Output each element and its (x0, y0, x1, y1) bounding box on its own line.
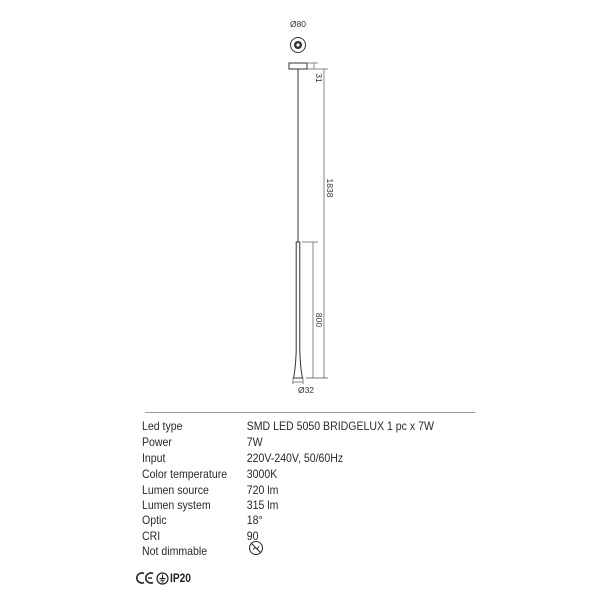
spec-value: 18° (246, 513, 263, 527)
spec-label: Not dimmable (142, 544, 208, 558)
lamp-body (294, 242, 303, 378)
spec-value: 3000K (246, 467, 278, 481)
spec-value: 220V-240V, 50/60Hz (246, 451, 344, 465)
spec-label: Power (142, 435, 172, 449)
ip-rating: IP20 (170, 571, 191, 585)
body-diameter-label: Ø32 (297, 385, 315, 395)
spec-label: CRI (142, 529, 161, 543)
spec-value: 7W (246, 435, 263, 449)
spec-value: 315 lm (246, 498, 279, 512)
spec-label: Lumen system (142, 498, 211, 512)
total-height-label: 1838 (325, 178, 335, 198)
canopy-height-label: 31 (314, 73, 324, 83)
canopy-height-dimension (307, 63, 318, 69)
spec-value: 90 (246, 529, 259, 543)
canopy-diameter-label: Ø80 (289, 19, 307, 29)
canopy-side-view (289, 63, 307, 69)
total-height-dimension (306, 69, 328, 378)
spec-value: SMD LED 5050 BRIDGELUX 1 pc x 7W (246, 419, 434, 433)
spec-label: Lumen source (142, 483, 209, 497)
spec-label: Input (142, 451, 166, 465)
divider (145, 412, 475, 413)
spec-label: Optic (142, 513, 167, 527)
earth-ground-icon (156, 572, 169, 585)
not-dimmable-icon (248, 540, 264, 556)
canopy-top-view (291, 38, 306, 53)
body-length-dimension (302, 242, 318, 378)
body-length-label: 800 (314, 312, 324, 328)
ce-mark-icon (136, 571, 156, 585)
certification-marks (136, 570, 195, 586)
spec-label: Led type (142, 419, 183, 433)
body-diameter-dimension (293, 378, 303, 384)
spec-value: 720 lm (246, 483, 279, 497)
spec-label: Color temperature (142, 467, 228, 481)
